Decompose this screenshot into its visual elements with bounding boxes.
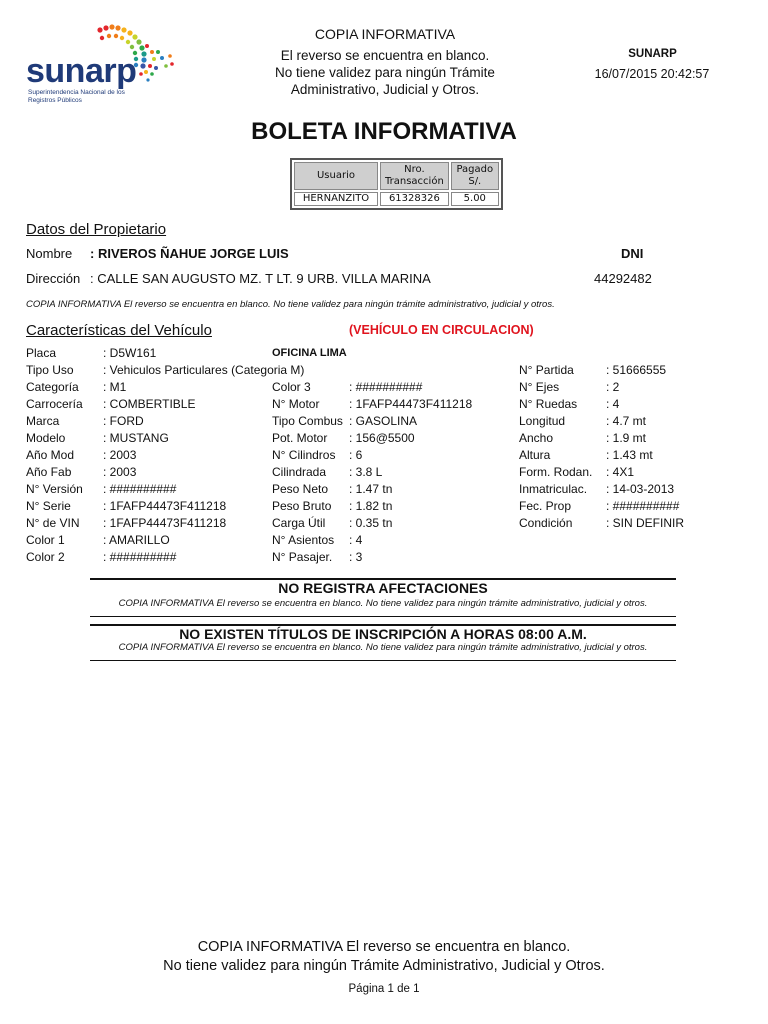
vehicle-field-label: Inmatriculac. [519,482,588,496]
vehicle-field-value: : 1.43 mt [606,448,653,462]
vehicle-field-label: Pot. Motor [272,431,328,445]
page-title: BOLETA INFORMATIVA [251,118,517,145]
vehicle-field-label: N° Versión [26,482,83,496]
transaction-nro: 61328326 [380,192,449,206]
vehicle-field-label: Condición [519,516,573,530]
vehicle-field-label: N° Pasajer. [272,550,333,564]
vehicle-field-value: : 2 [606,380,620,394]
divider [90,660,676,661]
vehicle-field-value: : ########## [606,499,680,513]
vehicle-field-label: N° Partida [519,363,574,377]
vehicle-field-label: Color 3 [272,380,311,394]
footer-page-number: Página 1 de 1 [348,983,420,995]
owner-dni-label: DNI [621,246,644,261]
vehicle-field-value: : 3.8 L [349,465,383,479]
vehicle-field-label: Altura [519,448,551,462]
vehicle-field-value: : 1.47 tn [349,482,393,496]
vehicle-field-label: N° de VIN [26,516,80,530]
header-notice-line: Administrativo, Judicial y Otros. [290,82,480,97]
header-notice-line: El reverso se encuentra en blanco. [280,48,490,63]
vehicle-field-value: : 1FAFP44473F411218 [103,499,227,513]
vehicle-status: (VEHÍCULO EN CIRCULACION) [349,323,534,337]
logo-wordmark: sunarp [26,52,137,90]
vehicle-field-value: : 1FAFP44473F411218 [349,397,473,411]
vehicle-field-label: Fec. Prop [519,499,572,513]
vehicle-field-value: : 6 [349,448,363,462]
vehicle-field-value: : 4 [349,533,363,547]
header-datetime: 16/07/2015 20:42:57 [594,67,710,81]
transaction-header-pagado: Pagado S/. [451,162,499,190]
titulos-heading: NO EXISTEN TÍTULOS DE INSCRIPCIÓN A HORAS 08:00 A.M. [179,626,587,642]
vehicle-field-value: : 3 [349,550,363,564]
transaction-usuario: HERNANZITO [294,192,378,206]
header-notice-line: No tiene validez para ningún Trámite [275,65,495,80]
vehicle-field-value: : 156@5500 [349,431,415,445]
transaction-header-usuario: Usuario [294,162,378,190]
vehicle-field-value: : GASOLINA [349,414,418,428]
vehicle-field-value: : FORD [103,414,144,428]
transaction-table [290,158,503,210]
vehicle-field-label: Modelo [26,431,66,445]
vehicle-field-label: Tipo Combus [272,414,343,428]
owner-address-value: : CALLE SAN AUGUSTO MZ. T LT. 9 URB. VILLA MARINA [90,271,431,286]
vehicle-field-value: : Vehiculos Particulares (Categoria M) [103,363,305,377]
vehicle-field-label: Marca [26,414,60,428]
vehicle-field-value: : 2003 [103,448,137,462]
header-copy-label: COPIA INFORMATIVA [314,26,456,42]
titulos-note: COPIA INFORMATIVA El reverso se encuentra en blanco. No tiene validez para ningún trámite administrativo, judicial y otros. [118,642,648,653]
vehicle-field-label: Peso Neto [272,482,329,496]
vehicle-field-label: Categoría [26,380,79,394]
transaction-pagado: 5.00 [451,192,499,206]
afectaciones-note: COPIA INFORMATIVA El reverso se encuentra en blanco. No tiene validez para ningún trámite administrativo, judicial y otros. [118,598,648,609]
vehicle-office: OFICINA LIMA [272,347,347,359]
vehicle-section-title: Características del Vehículo [26,322,212,339]
vehicle-field-label: N° Motor [272,397,320,411]
vehicle-field-value: : D5W161 [103,346,157,360]
vehicle-field-value: : 1FAFP44473F411218 [103,516,227,530]
vehicle-field-value: : COMBERTIBLE [103,397,196,411]
vehicle-field-value: : 4.7 mt [606,414,647,428]
vehicle-field-label: Cilindrada [272,465,327,479]
vehicle-field-value: : ########## [103,550,177,564]
owner-section-title: Datos del Propietario [26,221,167,238]
vehicle-field-label: N° Ejes [519,380,560,394]
vehicle-field-label: Tipo Uso [26,363,74,377]
vehicle-field-value: : 4 [606,397,620,411]
vehicle-field-label: Placa [26,346,57,360]
vehicle-field-label: Peso Bruto [272,499,332,513]
vehicle-field-value: : 1.9 mt [606,431,647,445]
vehicle-field-value: : 14-03-2013 [606,482,675,496]
vehicle-field-label: Año Mod [26,448,75,462]
vehicle-field-label: Carrocería [26,397,83,411]
vehicle-field-value: : SIN DEFINIR [606,516,685,530]
vehicle-field-value: : 51666555 [606,363,667,377]
footer-line-2: No tiene validez para ningún Trámite Administrativo, Judicial y Otros. [163,958,605,974]
owner-name-value: : RIVEROS ÑAHUE JORGE LUIS [90,246,289,261]
vehicle-field-label: Color 1 [26,533,65,547]
transaction-header-nro: Nro. Transacción [380,162,449,190]
logo-subtitle: Superintendencia Nacional de los Registros Públicos [28,89,125,104]
vehicle-field-value: : 1.82 tn [349,499,393,513]
vehicle-field-label: Color 2 [26,550,65,564]
vehicle-field-label: N° Ruedas [519,397,578,411]
afectaciones-heading: NO REGISTRA AFECTACIONES [278,580,488,596]
owner-address-label: Dirección [26,271,81,286]
vehicle-field-value: : MUSTANG [103,431,169,445]
vehicle-field-label: N° Serie [26,499,71,513]
vehicle-field-label: Form. Rodan. [519,465,593,479]
vehicle-field-label: Año Fab [26,465,72,479]
owner-note: COPIA INFORMATIVA El reverso se encuentra en blanco. No tiene validez para ningún trámite administrativo, judicial y otros. [26,299,555,310]
footer-line-1: COPIA INFORMATIVA El reverso se encuentra en blanco. [197,939,571,955]
header-notice [230,47,540,98]
vehicle-field-value: : AMARILLO [103,533,170,547]
vehicle-field-value: : 2003 [103,465,137,479]
vehicle-field-label: Longitud [519,414,566,428]
owner-name-label: Nombre [26,246,73,261]
divider [90,616,676,617]
table-row [294,192,499,206]
vehicle-field-label: N° Asientos [272,533,335,547]
vehicle-field-value: : 4X1 [606,465,635,479]
vehicle-field-label: Ancho [519,431,554,445]
header-org: SUNARP [628,48,677,60]
vehicle-field-value: : ########## [349,380,423,394]
owner-dni-value: 44292482 [594,271,652,286]
vehicle-field-value: : M1 [103,380,127,394]
vehicle-field-value: : 0.35 tn [349,516,393,530]
vehicle-field-value: : ########## [103,482,177,496]
vehicle-field-label: N° Cilindros [272,448,336,462]
vehicle-field-label: Carga Útil [272,516,326,530]
